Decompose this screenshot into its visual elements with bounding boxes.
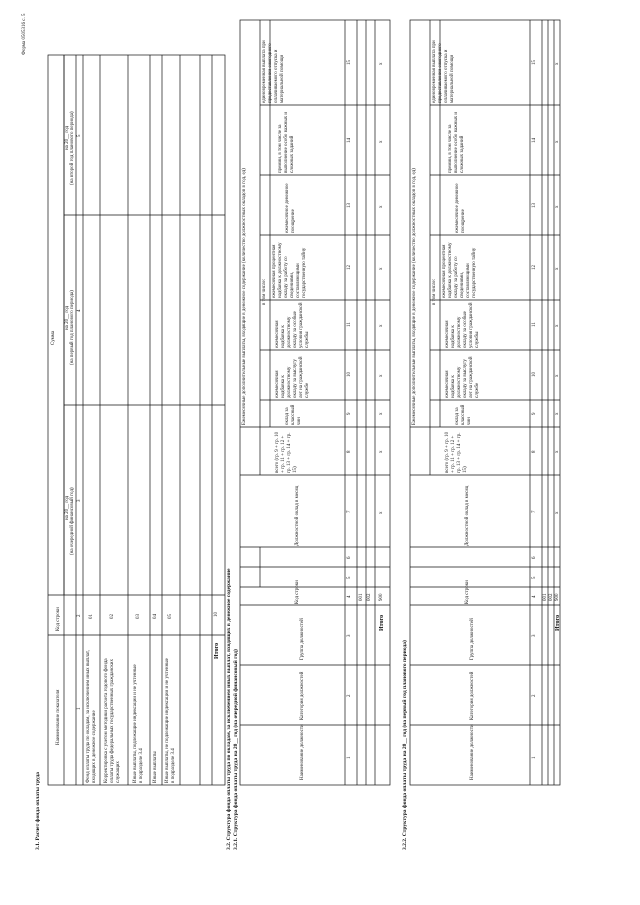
section-3-1-title: 3.1. Расчет фонда оплаты труда bbox=[35, 772, 41, 850]
c321-num-2: 2 bbox=[347, 694, 352, 697]
x-mark: x bbox=[379, 267, 384, 270]
section-3-2-title: 3.2. Структура фонда оплаты труда по окладам, за исключением иных выплат, входящих в денежное содержание bbox=[226, 568, 232, 850]
x-mark: x bbox=[555, 511, 560, 514]
row-05-name: Иные выплаты, не подлежащие индексации и не учтенные bbox=[165, 658, 170, 783]
sum-header: Сумма bbox=[51, 330, 56, 345]
row-02-name: Корректировка с учетом методики расчета годового фонда bbox=[104, 658, 109, 783]
c322-num-8: 8 bbox=[532, 450, 537, 453]
row-05-code: 05 bbox=[168, 614, 173, 619]
x-mark: x bbox=[555, 374, 560, 377]
total-formula-header-322: всего (гр. 9 + гр. 10 + гр. 11 + гр. 12 + гр. 13 + гр. 14 + гр. 15) bbox=[445, 431, 468, 473]
row-02-code: 02 bbox=[110, 614, 115, 619]
c322-num-14: 14 bbox=[532, 138, 537, 143]
c322-num-4: 4 bbox=[532, 595, 537, 598]
x-mark: x bbox=[379, 374, 384, 377]
c321-num-10: 10 bbox=[347, 372, 352, 377]
year-first-note: (на первый год планового периода) bbox=[70, 290, 75, 365]
row-05-name2: в подразделе 3.4 bbox=[171, 748, 176, 783]
row-code-header-3-2: Код строки bbox=[295, 580, 300, 604]
x-mark: x bbox=[555, 205, 560, 208]
x-mark: x bbox=[555, 267, 560, 270]
category-header-322: Категория должностей bbox=[470, 671, 475, 720]
row-04-name: Иные выплаты bbox=[153, 751, 158, 783]
group-header: Группа должностей bbox=[300, 618, 305, 660]
x-mark: x bbox=[555, 450, 560, 453]
c321-num-8: 8 bbox=[347, 450, 352, 453]
special-conditions-header-322: ежемесячная надбавка к должностному окладу за особые условия гражданской службы bbox=[445, 302, 480, 348]
secret-bonus-header-322: ежемесячная процентная надбавка к должностному окладу за работу со сведениями, составляющими государственную тайну bbox=[442, 242, 477, 298]
section-3-2-1-title: 3.2.1. Структура фонда оплаты труда на 20__ год (на очередной финансовый год) bbox=[233, 649, 239, 850]
c322-num-13: 13 bbox=[532, 203, 537, 208]
col-num-5: 5 bbox=[77, 134, 82, 137]
x-mark: x bbox=[379, 412, 384, 415]
seniority-bonus-header: ежемесячная надбавка к должностному окладу за выслугу лет на гражданской службе bbox=[275, 356, 310, 398]
x-mark: x bbox=[379, 324, 384, 327]
row-01-code: 01 bbox=[89, 614, 94, 619]
row-03-code: 03 bbox=[136, 614, 141, 619]
c322-num-12: 12 bbox=[532, 265, 537, 270]
including-header: в том числе: bbox=[262, 278, 267, 305]
c321-num-12: 12 bbox=[347, 265, 352, 270]
c321-num-14: 14 bbox=[347, 138, 352, 143]
c321-num-9: 9 bbox=[347, 412, 352, 415]
total-formula-header: всего (гр. 9 + гр. 10 + гр. 11 + гр. 12 + гр. 13 + гр. 14 + гр. 15) bbox=[275, 431, 298, 473]
total-label-3-1: Итого bbox=[214, 642, 220, 659]
c322-num-15: 15 bbox=[532, 60, 537, 65]
x-mark: x bbox=[379, 62, 384, 65]
c321-num-15: 15 bbox=[347, 60, 352, 65]
group-header-322: Группа должностей bbox=[470, 618, 475, 660]
salary-header-322: Должностной оклад в месяц bbox=[465, 485, 470, 546]
premiums-header: премии, в том числе за выполнение особо важных и сложных заданий bbox=[278, 111, 295, 173]
x-mark: x bbox=[379, 140, 384, 143]
x-mark: x bbox=[555, 324, 560, 327]
c321-num-7: 7 bbox=[347, 510, 352, 513]
indicator-header: Наименование показателя bbox=[56, 689, 61, 745]
monthly-incentive-header-322: ежемесячное денежное поощрение bbox=[455, 183, 466, 233]
monthly-additional-header-322: Ежемесячные дополнительные выплаты, входящие в денежное содержание (количество должностных окладов в год, ед) bbox=[412, 168, 417, 425]
year-current-note: (на очередной финансовый год) bbox=[70, 487, 75, 555]
c322-num-7: 7 bbox=[532, 510, 537, 513]
row-02-name3: служащих bbox=[116, 761, 121, 783]
x-mark: x bbox=[379, 511, 384, 514]
year-current-header: на 20__ год bbox=[65, 495, 70, 520]
secret-bonus-header: ежемесячная процентная надбавка к должностному окладу за работу со сведениями, составляющими государственную тайну bbox=[272, 242, 307, 298]
x-mark: x bbox=[555, 412, 560, 415]
row-code-header-322: Код строки bbox=[465, 580, 470, 604]
c321-num-13: 13 bbox=[347, 203, 352, 208]
row-code-header: Код строки bbox=[56, 607, 61, 631]
row-03-name: Иные выплаты, подлежащие индексации и не учтенные bbox=[133, 664, 138, 783]
c322-num-6: 6 bbox=[532, 556, 537, 559]
row-001-code-322: 001 bbox=[543, 593, 548, 601]
year-second-note: (на второй год планового периода) bbox=[70, 111, 75, 185]
c322-num-1: 1 bbox=[532, 756, 537, 759]
row-02-name2: оплаты труда федеральных государственных гражданских bbox=[110, 659, 115, 783]
x-mark: x bbox=[379, 450, 384, 453]
premiums-header-322: премии, в том числе за выполнение особо важных и сложных заданий bbox=[448, 111, 465, 173]
salary-header: Должностной оклад в месяц bbox=[295, 485, 300, 546]
row-01-name2: входящих в денежное содержание bbox=[92, 710, 97, 783]
special-conditions-header: ежемесячная надбавка к должностному окладу за особые условия гражданской службы bbox=[275, 302, 310, 348]
year-first-header: на 20__ год bbox=[65, 305, 70, 330]
lump-sum-header: единовременная выплата при предоставлении ежегодного оплачиваемого отпуска и материальной помощи bbox=[262, 40, 285, 103]
row-001-code: 001 bbox=[359, 593, 364, 601]
c321-num-5: 5 bbox=[347, 576, 352, 579]
total-label-3-2-1: Итого bbox=[379, 614, 385, 631]
rank-salary-header-322: оклад за классный чин bbox=[455, 404, 472, 425]
c321-num-11: 11 bbox=[347, 322, 352, 327]
lump-sum-header-322: единовременная выплата при предоставлении ежегодного оплачиваемого отпуска и материальной помощи bbox=[432, 40, 455, 103]
total-code-3-1: 10 bbox=[214, 612, 219, 617]
category-header: Категория должностей bbox=[300, 671, 305, 720]
c322-num-5: 5 bbox=[532, 576, 537, 579]
form-code: Форма 0505316 с. 5 bbox=[22, 13, 27, 55]
c322-num-2: 2 bbox=[532, 694, 537, 697]
c321-num-4: 4 bbox=[347, 595, 352, 598]
col-num-4: 4 bbox=[77, 309, 82, 312]
row-002-code: 002 bbox=[367, 593, 372, 601]
including-header-322: в том числе: bbox=[432, 278, 437, 305]
c322-num-11: 11 bbox=[532, 322, 537, 327]
rank-salary-header: оклад за классный чин bbox=[285, 404, 302, 425]
col-num-2: 2 bbox=[77, 614, 82, 617]
row-04-code: 04 bbox=[153, 614, 158, 619]
c321-num-3: 3 bbox=[347, 634, 352, 637]
c322-num-3: 3 bbox=[532, 634, 537, 637]
row-03-name2: в подразделе 3.4 bbox=[139, 748, 144, 783]
position-name-header-322: Наименование должности bbox=[470, 724, 475, 780]
c322-num-10: 10 bbox=[532, 372, 537, 377]
row-01-name: Фонд оплаты труда по окладам, за исключением иных выплат, bbox=[86, 650, 91, 783]
total-code-3-2-2: 900 bbox=[555, 593, 560, 601]
monthly-incentive-header: ежемесячное денежное поощрение bbox=[285, 183, 296, 233]
year-second-header: на 20__ год bbox=[65, 125, 70, 150]
total-label-3-2-2: Итого bbox=[555, 614, 561, 631]
c322-num-9: 9 bbox=[532, 412, 537, 415]
monthly-additional-header: Ежемесячные дополнительные выплаты, входящие в денежное содержание (количество должностных окладов в год, ед) bbox=[242, 168, 247, 425]
col-num-1: 1 bbox=[77, 707, 82, 710]
row-002-code-322: 002 bbox=[549, 593, 554, 601]
position-name-header: Наименование должности bbox=[300, 724, 305, 780]
c321-num-6: 6 bbox=[347, 556, 352, 559]
x-mark: x bbox=[555, 140, 560, 143]
x-mark: x bbox=[379, 205, 384, 208]
x-mark: x bbox=[555, 62, 560, 65]
col-num-3: 3 bbox=[77, 499, 82, 502]
seniority-bonus-header-322: ежемесячная надбавка к должностному окладу за выслугу лет на гражданской службе bbox=[445, 356, 480, 398]
total-code-3-2-1: 900 bbox=[379, 593, 384, 601]
section-3-2-2-title: 3.2.2. Структура фонда оплаты труда на 20__ год (на первый год планового периода) bbox=[402, 640, 408, 850]
c321-num-1: 1 bbox=[347, 756, 352, 759]
